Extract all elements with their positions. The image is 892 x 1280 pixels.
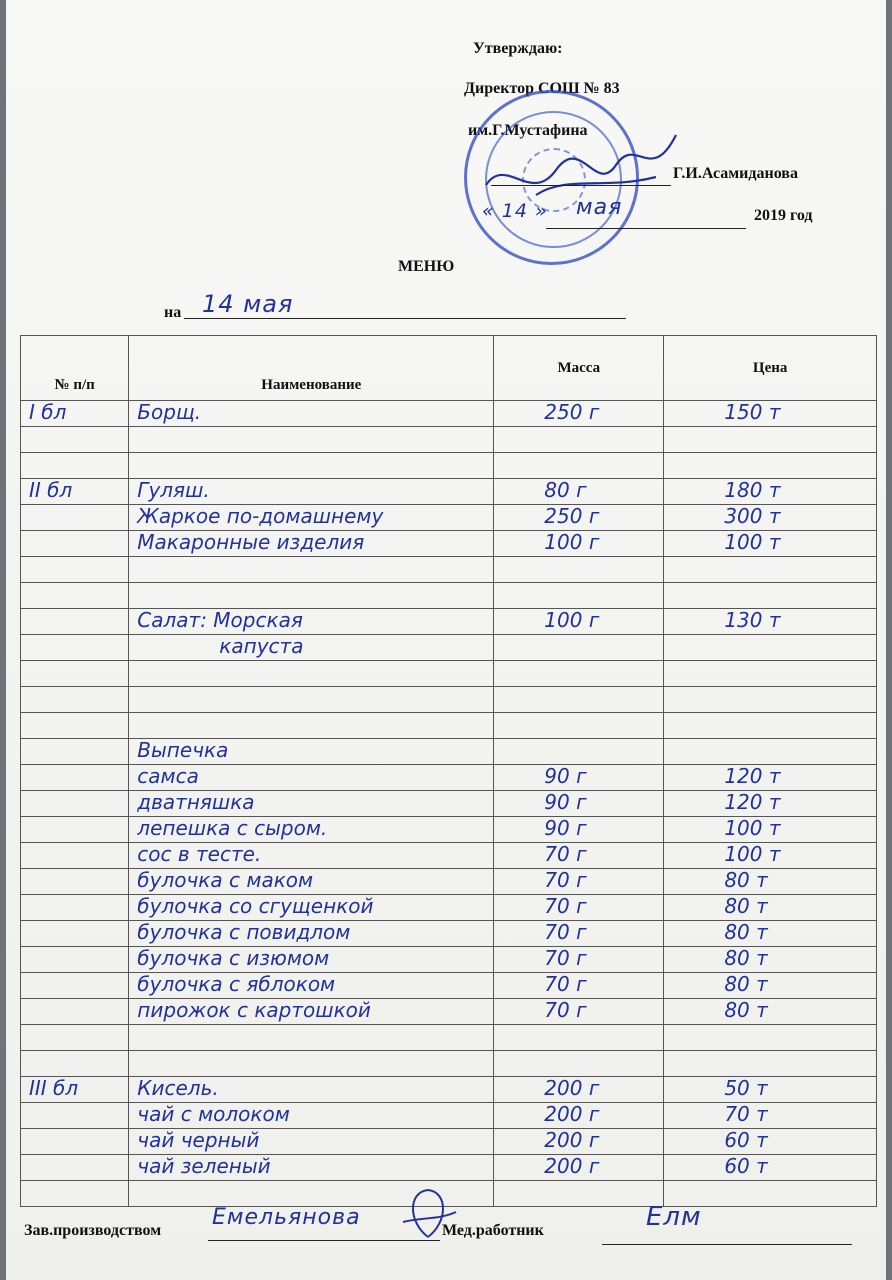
item-price: 180 т [724,478,781,502]
item-name: булочка с изюмом [137,946,330,970]
item-mass-cell [494,1155,664,1181]
item-name: Макаронные изделия [137,530,365,554]
item-mass-cell [494,427,664,453]
item-mass-cell [494,583,664,609]
row-number-cell [21,947,129,973]
production-signature: Емельянова [212,1205,361,1230]
item-mass: 200 г [544,1128,600,1152]
table-row [21,661,877,687]
item-name-cell [129,479,494,505]
director-sign-line [491,185,671,186]
item-price-cell [664,739,877,765]
item-name-cell [129,1129,494,1155]
table-row [21,791,877,817]
item-name-cell [129,583,494,609]
item-mass-cell [494,947,664,973]
item-name-cell [129,973,494,999]
item-price-cell [664,921,877,947]
item-price: 120 т [724,790,781,814]
item-mass: 100 г [544,608,600,632]
item-price: 80 т [724,894,768,918]
item-mass: 90 г [544,764,587,788]
table-row [21,973,877,999]
row-number-cell [21,635,129,661]
item-name: чай черный [137,1128,260,1152]
row-number-cell [21,739,129,765]
row-number: II бл [29,478,73,502]
date-month: мая [576,195,623,220]
column-header-mass: Масса [494,336,664,401]
item-name-cell [129,687,494,713]
row-number-cell [21,687,129,713]
item-price-cell [664,609,877,635]
item-price-cell [664,869,877,895]
table-row [21,583,877,609]
table-row [21,427,877,453]
item-mass: 70 г [544,920,587,944]
item-price-cell [664,1051,877,1077]
item-name-cell [129,1077,494,1103]
item-price-cell [664,661,877,687]
menu-table [20,335,877,1207]
table-row [21,999,877,1025]
item-name: булочка с маком [137,868,314,892]
item-mass-cell [494,687,664,713]
row-number-cell [21,895,129,921]
approve-label: Утверждаю: [473,40,563,57]
table-row [21,817,877,843]
item-name-cell [129,895,494,921]
row-number-cell [21,869,129,895]
date-prefix: на [164,304,182,321]
item-price-cell [664,713,877,739]
row-number-cell [21,1103,129,1129]
row-number-cell [21,921,129,947]
table-row [21,687,877,713]
row-number-cell [21,973,129,999]
item-price-cell [664,505,877,531]
item-mass: 200 г [544,1076,600,1100]
menu-title: МЕНЮ [398,258,455,275]
item-mass-cell [494,661,664,687]
director-title: Директор СОШ № 83 [464,80,620,97]
item-price-cell [664,453,877,479]
item-price-cell [664,557,877,583]
item-price: 70 т [724,1102,768,1126]
school-name: им.Г.Мустафина [468,122,588,139]
item-name-cell [129,557,494,583]
item-mass-cell [494,479,664,505]
medic-sign-line [602,1244,852,1245]
item-mass-cell [494,843,664,869]
item-price-cell [664,401,877,427]
item-price: 80 т [724,998,768,1022]
item-name: Борщ. [137,400,202,424]
item-price-cell [664,999,877,1025]
row-number-cell [21,531,129,557]
table-row [21,895,877,921]
item-name-cell [129,713,494,739]
item-price-cell [664,635,877,661]
item-price-cell [664,427,877,453]
item-price: 100 т [724,816,781,840]
row-number-cell [21,505,129,531]
document-sheet [6,0,886,1280]
item-mass: 80 г [544,478,587,502]
row-number-cell [21,1155,129,1181]
item-price-cell [664,947,877,973]
item-name-cell [129,739,494,765]
table-row [21,505,877,531]
table-row [21,1155,877,1181]
table-row [21,635,877,661]
item-price-cell [664,687,877,713]
row-number-cell [21,479,129,505]
item-name: булочка со сгущенкой [137,894,374,918]
row-number-cell [21,427,129,453]
item-name-cell [129,635,494,661]
item-name-cell [129,453,494,479]
item-price-cell [664,817,877,843]
item-mass-cell [494,921,664,947]
item-mass-cell [494,895,664,921]
item-mass: 90 г [544,790,587,814]
item-mass-cell [494,505,664,531]
item-mass-cell [494,531,664,557]
item-mass-cell [494,635,664,661]
row-number-cell [21,1077,129,1103]
item-mass-cell [494,1103,664,1129]
item-price-cell [664,1077,877,1103]
row-number-cell [21,791,129,817]
item-price: 100 т [724,842,781,866]
table-row [21,531,877,557]
item-mass-cell [494,791,664,817]
item-price-cell [664,895,877,921]
item-mass: 70 г [544,894,587,918]
item-name: булочка с повидлом [137,920,351,944]
item-mass-cell [494,999,664,1025]
item-mass: 200 г [544,1154,600,1178]
row-number-cell [21,1025,129,1051]
row-number: III бл [29,1076,79,1100]
item-name-cell [129,869,494,895]
item-name-cell [129,427,494,453]
item-price-cell [664,1025,877,1051]
item-name-cell [129,1103,494,1129]
medic-signature: Елм [646,1202,702,1232]
row-number-cell [21,1181,129,1207]
item-price-cell [664,791,877,817]
row-number-cell [21,609,129,635]
item-price: 150 т [724,400,781,424]
item-mass: 70 г [544,972,587,996]
item-mass: 70 г [544,946,587,970]
item-price-cell [664,1155,877,1181]
column-header-price: Цена [664,336,877,401]
item-price: 130 т [724,608,781,632]
item-price-cell [664,973,877,999]
column-header-name: Наименование [129,336,494,401]
item-name-cell [129,817,494,843]
item-name: сос в тесте. [137,842,262,866]
item-price: 80 т [724,972,768,996]
item-price-cell [664,1103,877,1129]
table-row [21,947,877,973]
row-number-cell [21,453,129,479]
menu-date: 14 мая [202,290,294,318]
item-price: 50 т [724,1076,768,1100]
item-name-cell [129,1051,494,1077]
date-line [546,228,746,229]
row-number-cell [21,1129,129,1155]
item-name: лепешка с сыром. [137,816,328,840]
item-price: 100 т [724,530,781,554]
item-mass: 70 г [544,868,587,892]
item-name-cell [129,999,494,1025]
item-name-cell [129,765,494,791]
item-price: 300 т [724,504,781,528]
row-number: I бл [29,400,67,424]
item-mass-cell [494,401,664,427]
medic-label: Мед.работник [442,1222,544,1239]
item-name-cell [129,401,494,427]
item-mass-cell [494,557,664,583]
director-name: Г.И.Асамиданова [673,165,798,182]
item-mass-cell [494,765,664,791]
table-row [21,1025,877,1051]
item-price-cell [664,843,877,869]
item-price: 120 т [724,764,781,788]
item-mass-cell [494,973,664,999]
item-price: 80 т [724,868,768,892]
item-name: самса [137,764,199,788]
item-mass-cell [494,609,664,635]
item-name-cell [129,1025,494,1051]
menu-date-line [184,318,626,319]
item-mass-cell [494,817,664,843]
item-price-cell [664,765,877,791]
item-name: Салат: Морская [137,608,303,632]
item-mass: 90 г [544,816,587,840]
item-mass-cell [494,739,664,765]
item-mass-cell [494,1181,664,1207]
item-price: 80 т [724,946,768,970]
production-label: Зав.производством [24,1222,162,1239]
item-name-cell [129,531,494,557]
item-price: 60 т [724,1154,768,1178]
row-number-cell [21,999,129,1025]
row-number-cell [21,765,129,791]
table-row [21,1051,877,1077]
row-number-cell [21,557,129,583]
item-name-cell [129,505,494,531]
item-mass: 200 г [544,1102,600,1126]
item-price: 80 т [724,920,768,944]
row-number-cell [21,401,129,427]
date-day: « 14 » [482,200,548,222]
item-name-cell [129,609,494,635]
table-row [21,453,877,479]
table-header-row [21,336,877,401]
item-name: пирожок с картошкой [137,998,371,1022]
item-mass: 70 г [544,998,587,1022]
table-row [21,713,877,739]
column-header-number: № п/п [21,336,129,401]
table-row [21,609,877,635]
item-name: дватняшка [137,790,255,814]
item-mass: 250 г [544,504,600,528]
item-mass: 250 г [544,400,600,424]
item-mass-cell [494,453,664,479]
table-row [21,921,877,947]
year-label: 2019 год [754,207,813,224]
row-number-cell [21,843,129,869]
item-mass: 100 г [544,530,600,554]
table-row [21,479,877,505]
item-name-cell [129,947,494,973]
item-name: Жаркое по-домашнему [137,504,384,528]
item-price-cell [664,479,877,505]
item-name-cell [129,843,494,869]
row-number-cell [21,661,129,687]
item-mass-cell [494,1129,664,1155]
item-name: чай зеленый [137,1154,271,1178]
item-mass-cell [494,1051,664,1077]
item-mass: 70 г [544,842,587,866]
item-name-cell [129,921,494,947]
production-sign-line [208,1240,440,1241]
table-row [21,843,877,869]
item-mass-cell [494,869,664,895]
item-name-cell [129,1155,494,1181]
item-name-cell [129,791,494,817]
table-row [21,1077,877,1103]
item-price-cell [664,583,877,609]
item-price-cell [664,531,877,557]
item-mass-cell [494,713,664,739]
table-row [21,1129,877,1155]
table-row [21,765,877,791]
table-row [21,1103,877,1129]
row-number-cell [21,1051,129,1077]
item-name: Выпечка [137,738,229,762]
item-price: 60 т [724,1128,768,1152]
item-name: Гуляш. [137,478,210,502]
item-price-cell [664,1129,877,1155]
item-mass-cell [494,1077,664,1103]
item-name: Кисель. [137,1076,219,1100]
table-row [21,739,877,765]
table-row [21,869,877,895]
row-number-cell [21,713,129,739]
row-number-cell [21,817,129,843]
table-row [21,401,877,427]
row-number-cell [21,583,129,609]
table-row [21,557,877,583]
item-name: булочка с яблоком [137,972,336,996]
item-name: капуста [219,634,304,658]
item-name-cell [129,661,494,687]
item-name: чай с молоком [137,1102,290,1126]
item-mass-cell [494,1025,664,1051]
